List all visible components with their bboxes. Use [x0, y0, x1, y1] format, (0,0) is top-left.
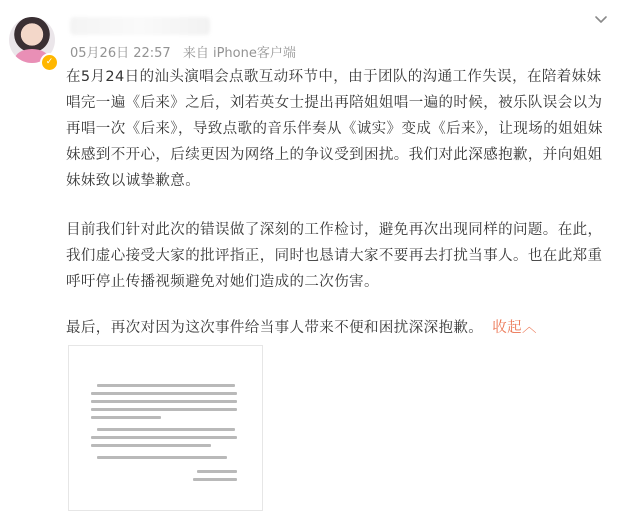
chevron-up-icon: ︿ [522, 320, 537, 336]
post-paragraph: 在5月24日的汕头演唱会点歌互动环节中，由于团队的沟通工作失误，在陪着妹妹唱完一遍《后来》之后，刘若英女士提出再陪姐姐唱一遍的时候，被乐队误会以为再唱一次《后来》，导致点歌的音乐伴奏从《诚实》变成《后来》，让现场的姐姐妹妹感到不开心，后续更因为网络上的争议受到困扰。我们对此深感抱歉，并向姐姐妹妹致以诚挚歉意。 [66, 69, 603, 189]
verified-badge-icon: ✓ [40, 53, 59, 72]
post-paragraph [66, 315, 614, 341]
chevron-down-icon[interactable] [592, 11, 610, 29]
post-meta [70, 42, 296, 61]
post-time[interactable]: 05月26日 22:57 [70, 46, 171, 61]
post-paragraph: 目前我们针对此次的错误做了深刻的工作检讨，避免再次出现同样的问题。在此，我们虚心接受大家的批评指正，同时也恳请大家不要再去打扰当事人。也在此郑重呼吁停止传播视频避免对她们造成的二次伤害。 [66, 222, 603, 290]
collapse-label: 收起 [492, 320, 523, 336]
attached-image-thumbnail[interactable] [68, 345, 263, 511]
post-paragraph-text: 最后，再次对因为这次事件给当事人带来不便和困扰深深抱歉。 [66, 320, 484, 336]
collapse-link[interactable] [492, 320, 537, 336]
username-blurred [70, 17, 210, 35]
post-source: 来自 iPhone客户端 [182, 46, 296, 61]
